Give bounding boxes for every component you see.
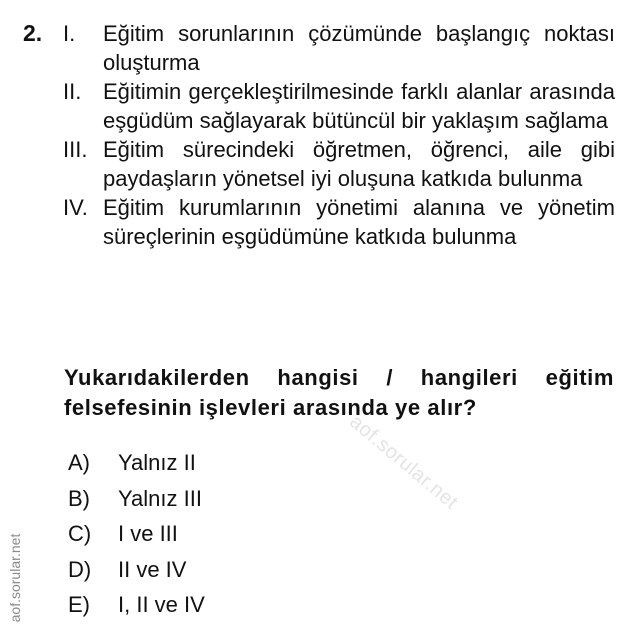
option-text: I ve III [118, 521, 178, 546]
statement-text: Eğitimin gerçekleştirilmesinde farklı alanlar arasında eşgüdüm sağlayarak bütüncül bir yaklaşım sağlama [103, 79, 615, 133]
option-e[interactable] [68, 587, 205, 623]
statement-numeral: I. [63, 21, 76, 46]
statement-numeral: IV. [63, 195, 88, 220]
diagonal-watermark: aof.sorular.net [345, 410, 463, 514]
option-text: I, II ve IV [118, 592, 205, 617]
question-number: 2. [23, 20, 43, 46]
statement-text: Eğitim sorunlarının çözümünde başlangıç noktası oluşturma [103, 21, 615, 75]
answer-options [68, 445, 205, 623]
statement-list [63, 19, 615, 251]
statement-iii [63, 135, 615, 193]
option-b[interactable] [68, 481, 205, 517]
statement-ii [63, 77, 615, 135]
statement-iv [63, 193, 615, 251]
option-letter: A) [68, 450, 90, 475]
statement-i [63, 19, 615, 77]
question-stem: Yukarıdakilerden hangisi / hangileri eğitim felsefesinin işlevleri arasında ye alır? [64, 365, 614, 420]
option-letter: E) [68, 592, 90, 617]
statement-text: Eğitim sürecindeki öğretmen, öğrenci, aile gibi paydaşların yönetsel iyi oluşuna katkıda bulunma [103, 137, 615, 191]
option-c[interactable] [68, 516, 205, 552]
option-d[interactable] [68, 552, 205, 588]
option-letter: D) [68, 556, 92, 582]
option-text: II ve IV [118, 556, 187, 582]
statement-text: Eğitim kurumlarının yönetimi alanına ve yönetim süreçlerinin eşgüdümüne katkıda bulunma [103, 195, 615, 249]
option-letter: C) [68, 521, 92, 546]
vertical-watermark: aof.sorular.net [7, 533, 23, 623]
statement-numeral: II. [63, 79, 82, 104]
option-letter: B) [68, 485, 90, 511]
option-text: Yalnız II [118, 450, 196, 475]
statement-numeral: III. [63, 137, 88, 162]
option-text: Yalnız III [118, 485, 202, 511]
option-a[interactable] [68, 445, 205, 481]
